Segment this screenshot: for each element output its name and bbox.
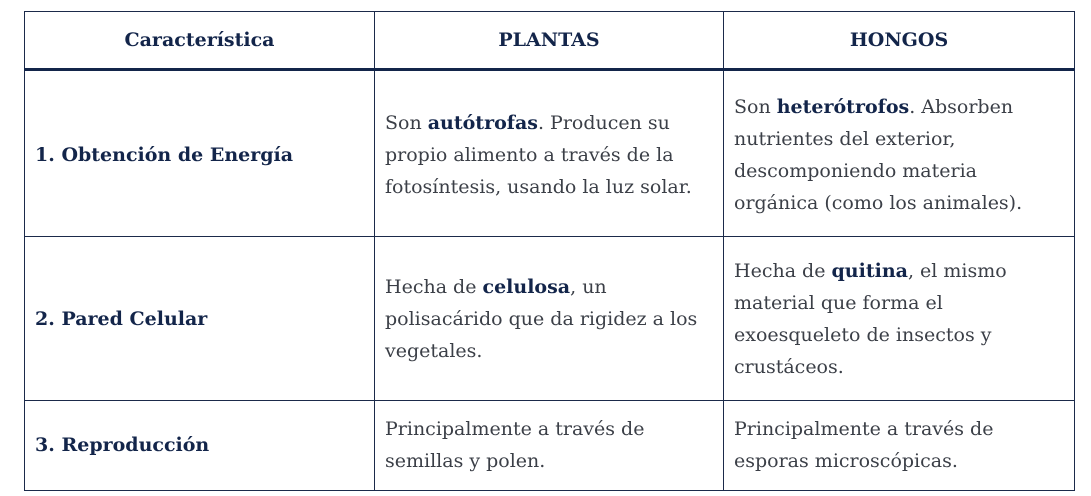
plantas-cell xyxy=(375,237,724,401)
cell-keyword: heterótrofos xyxy=(776,95,910,118)
table-row xyxy=(25,70,1075,237)
row-label: 3. Reproducción xyxy=(25,401,375,491)
cell-text: Hecha de xyxy=(734,259,832,282)
hongos-cell xyxy=(724,237,1075,401)
cell-text: . Absorben nutrientes del exterior, descomponiendo materia orgánica (como los animales). xyxy=(734,95,1023,214)
cell-text: Son xyxy=(734,95,777,118)
header-caracteristica: Característica xyxy=(25,12,375,70)
cell-text: . Producen su propio alimento a través de la fotosíntesis, usando la luz solar. xyxy=(385,111,692,198)
cell-text: Hecha de xyxy=(385,275,483,298)
cell-text: Son xyxy=(385,111,428,134)
header-hongos: HONGOS xyxy=(724,12,1075,70)
hongos-cell: Principalmente a través de esporas microscópicas. xyxy=(724,401,1075,491)
header-plantas: PLANTAS xyxy=(375,12,724,70)
comparison-table xyxy=(24,11,1075,491)
cell-text: , un polisacárido que da rigidez a los vegetales. xyxy=(385,275,698,362)
cell-text: , el mismo material que forma el exoesqueleto de insectos y crustáceos. xyxy=(734,259,1007,378)
plantas-cell: Principalmente a través de semillas y polen. xyxy=(375,401,724,491)
table-row xyxy=(25,401,1075,491)
plantas-cell xyxy=(375,70,724,237)
comparison-table-container xyxy=(24,11,1074,491)
table-row xyxy=(25,237,1075,401)
header-row xyxy=(25,12,1075,70)
row-label: 1. Obtención de Energía xyxy=(25,70,375,237)
hongos-cell xyxy=(724,70,1075,237)
row-label: 2. Pared Celular xyxy=(25,237,375,401)
cell-keyword: quitina xyxy=(831,259,908,282)
cell-keyword: autótrofas xyxy=(427,111,538,134)
cell-keyword: celulosa xyxy=(482,275,571,298)
